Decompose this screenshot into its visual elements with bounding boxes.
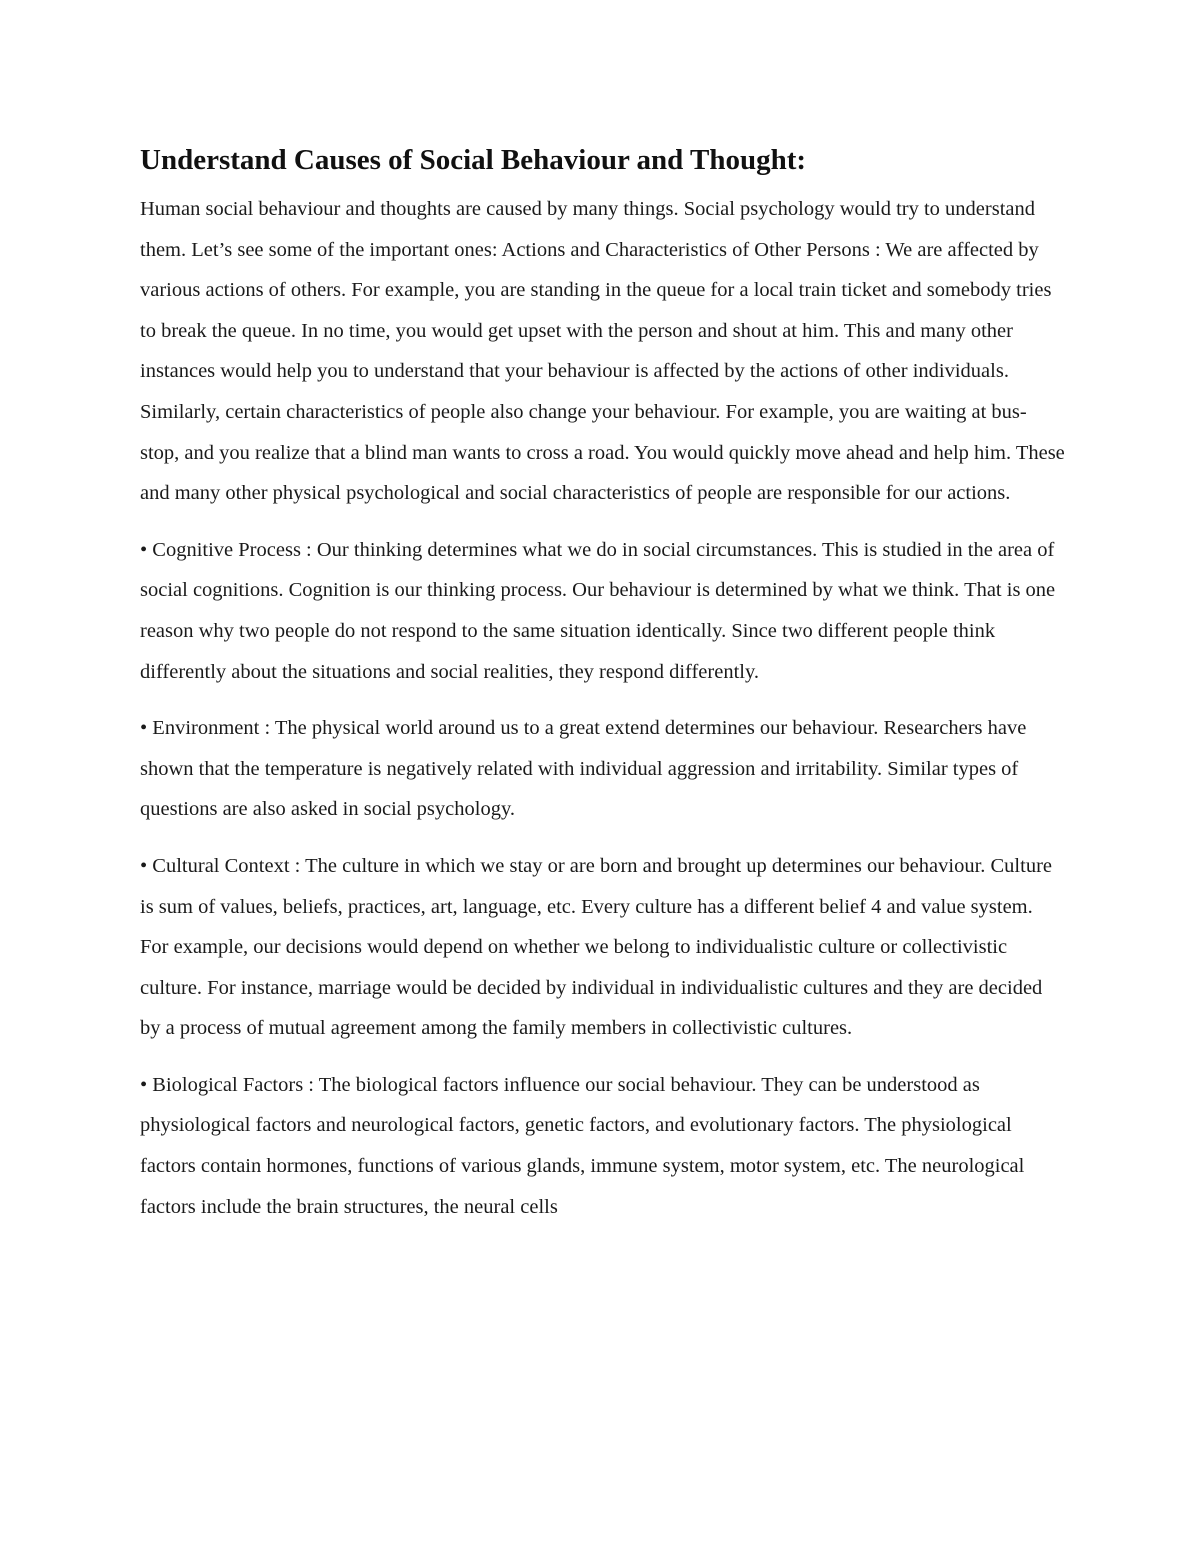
paragraph-biological-factors: • Biological Factors : The biological factors influence our social behaviour. They can be understood as physiological factors and neurological factors, genetic factors, and evolutionary factors. The physiological factors contain hormones, functions of various glands, immune system, motor system, etc. The neurological factors include the brain structures, the neural cells — [140, 1073, 1025, 1218]
paragraph-cognitive-process: • Cognitive Process : Our thinking determines what we do in social circumstances. This is studied in the area of social cognitions. Cognition is our thinking process. Our behaviour is determined by what we think. That is one reason why two people do not respond to the same situation identically. Since two different people think differently about the situations and social realities, they respond differently. — [140, 538, 1056, 683]
paragraph-cultural-context: • Cultural Context : The culture in which we stay or are born and brought up determines our behaviour. Culture is sum of values, beliefs, practices, art, language, etc. Every culture has a different belief 4 and value system. For example, our decisions would depend on whether we belong to individualistic culture or collectivistic culture. For instance, marriage would be decided by individual in individualistic cultures and they are decided by a process of mutual agreement among the family members in collectivistic cultures. — [140, 854, 1052, 1040]
paragraph-intro: Human social behaviour and thoughts are caused by many things. Social psychology would try to understand them. Let’s see some of the important ones: Actions and Characteristics of Other Persons : We are affected by various actions of others. For example, you are standing in the queue for a local train ticket and somebody tries to break the queue. In no time, you would get upset with the person and shout at him. This and many other instances would help you to understand that your behaviour is affected by the actions of other individuals. Similarly, certain characteristics of people also change your behaviour. For example, you are waiting at bus-stop, and you realize that a blind man wants to cross a road. You would quickly move ahead and help him. These and many other physical psychological and social characteristics of people are responsible for our actions. — [140, 198, 1065, 505]
document-title: Understand Causes of Social Behaviour and Thought: — [140, 144, 807, 176]
paragraph-environment: • Environment : The physical world around us to a great extend determines our behaviour. Researchers have shown that the temperature is negatively related with individual aggression and irritability. Similar types of questions are also asked in social psychology. — [140, 717, 1027, 821]
document-body — [140, 138, 1065, 1243]
